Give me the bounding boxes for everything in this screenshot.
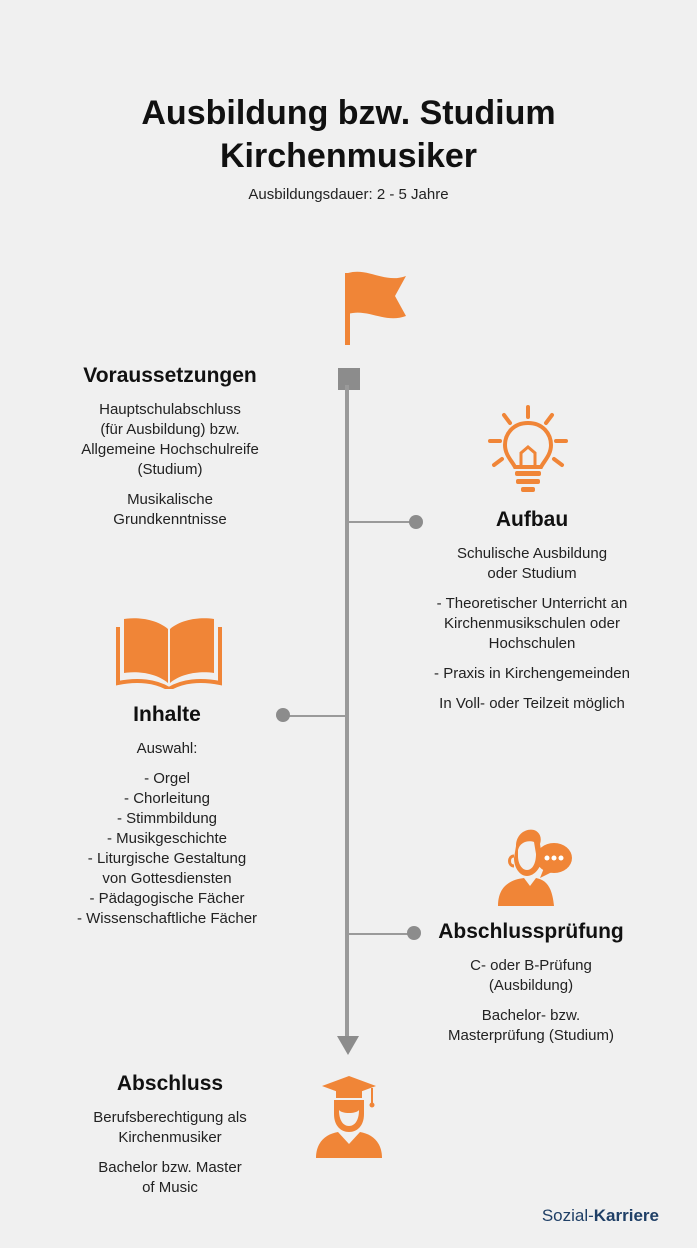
- abschlusspruefung-text-2: [401, 1006, 661, 1046]
- abschlusspruefung-line: Masterprüfung (Studium): [448, 1027, 614, 1044]
- abschluss-text-2: [40, 1158, 300, 1198]
- aufbau-line: Hochschulen: [488, 635, 576, 652]
- subtitle: Ausbildungsdauer: 2 - 5 Jahre: [248, 186, 449, 203]
- list-item: - Wissenschaftliche Fächer: [76, 910, 258, 927]
- voraussetzungen-line: Musikalische: [127, 491, 213, 508]
- title-line-2: Kirchenmusiker: [220, 137, 477, 175]
- section-aufbau: [402, 508, 662, 724]
- logo-part-1: Sozial-: [541, 1206, 594, 1225]
- aufbau-line: - Theoretischer Unterricht an: [436, 595, 628, 612]
- aufbau-text-2: [402, 594, 662, 654]
- section-inhalte: [37, 703, 297, 929]
- heading-abschlusspruefung: Abschlussprüfung: [438, 920, 624, 943]
- title-line-1: Ausbildung bzw. Studium: [141, 94, 556, 132]
- abschluss-text-1: [40, 1108, 300, 1148]
- person-speech-icon: [494, 826, 576, 908]
- list-item: - Liturgische Gestaltung: [87, 850, 247, 867]
- logo-part-2: Karriere: [593, 1206, 659, 1225]
- aufbau-line: oder Studium: [487, 565, 577, 582]
- voraussetzungen-line: Grundkenntnisse: [113, 511, 227, 528]
- voraussetzungen-text-2: [40, 490, 300, 530]
- lightbulb-icon: [486, 403, 570, 495]
- aufbau-text-1: [402, 544, 662, 584]
- list-item: von Gottesdiensten: [102, 870, 232, 887]
- abschluss-line: Kirchenmusiker: [118, 1129, 222, 1146]
- voraussetzungen-line: (Studium): [137, 461, 203, 478]
- inhalte-intro: Auswahl:: [136, 740, 198, 757]
- list-item: - Pädagogische Fächer: [89, 890, 245, 907]
- abschluss-line: Berufsberechtigung als: [93, 1109, 247, 1126]
- timeline-arrowhead: [337, 1036, 359, 1055]
- voraussetzungen-text-1: [40, 400, 300, 480]
- heading-aufbau: Aufbau: [495, 508, 569, 531]
- graduate-icon: [314, 1074, 384, 1158]
- voraussetzungen-line: (für Ausbildung) bzw.: [100, 421, 240, 438]
- aufbau-line: Kirchenmusikschulen oder: [444, 615, 620, 632]
- abschlusspruefung-text-1: [401, 956, 661, 996]
- aufbau-text-3: - Praxis in Kirchengemeinden: [434, 665, 630, 682]
- heading-abschluss: Abschluss: [116, 1072, 224, 1095]
- abschlusspruefung-line: (Ausbildung): [488, 977, 574, 994]
- list-item: - Stimmbildung: [116, 810, 218, 827]
- flag-icon: [340, 270, 410, 346]
- page-title: [0, 92, 697, 178]
- voraussetzungen-line: Hauptschulabschluss: [99, 401, 241, 418]
- list-item: - Musikgeschichte: [106, 830, 228, 847]
- abschluss-line: of Music: [142, 1179, 198, 1196]
- section-voraussetzungen: [40, 364, 300, 540]
- timeline-line: [345, 385, 349, 1040]
- section-abschlusspruefung: [401, 920, 661, 1056]
- brand-logo[interactable]: [542, 1206, 659, 1226]
- list-item: - Chorleitung: [124, 790, 210, 807]
- heading-inhalte: Inhalte: [133, 703, 201, 726]
- voraussetzungen-line: Allgemeine Hochschulreife: [81, 441, 259, 458]
- abschluss-line: Bachelor bzw. Master: [98, 1159, 242, 1176]
- section-abschluss: [40, 1072, 300, 1208]
- list-item: - Orgel: [144, 770, 190, 787]
- aufbau-line: Schulische Ausbildung: [456, 545, 608, 562]
- timeline-start-marker: [338, 368, 360, 390]
- abschlusspruefung-line: Bachelor- bzw.: [481, 1007, 581, 1024]
- aufbau-text-4: In Voll- oder Teilzeit möglich: [439, 695, 625, 712]
- inhalte-list: [37, 769, 297, 929]
- book-icon: [116, 613, 222, 689]
- heading-voraussetzungen: Voraussetzungen: [83, 364, 257, 387]
- abschlusspruefung-line: C- oder B-Prüfung: [470, 957, 592, 974]
